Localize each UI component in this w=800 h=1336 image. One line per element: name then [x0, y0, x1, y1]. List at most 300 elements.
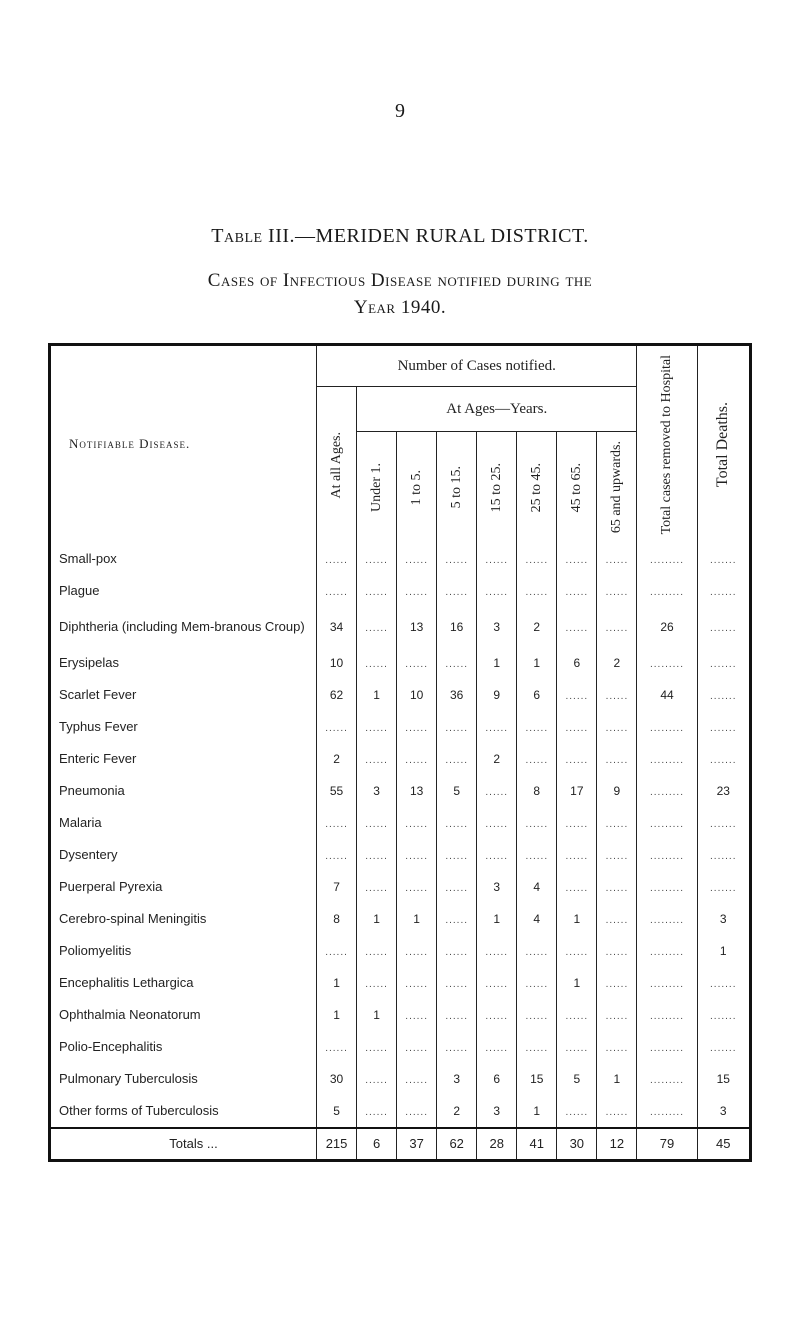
empty-leader: ......: [365, 586, 388, 598]
value-cell: [697, 575, 750, 607]
value-cell: 2: [317, 743, 357, 775]
value-cell: 1: [357, 679, 397, 711]
value-cell: [357, 543, 397, 575]
removed-header: Total cases removed to Hospital: [637, 345, 697, 543]
value-cell: [637, 743, 697, 775]
value-cell: [637, 967, 697, 999]
empty-leader: ......: [405, 554, 428, 566]
value-cell: 1: [357, 903, 397, 935]
empty-leader: ......: [405, 1010, 428, 1022]
value-cell: [397, 1063, 437, 1095]
empty-leader: ......: [405, 1106, 428, 1118]
empty-leader: ......: [445, 978, 469, 990]
empty-leader: ......: [445, 882, 469, 894]
empty-leader: ......: [485, 978, 509, 990]
empty-leader: .........: [649, 586, 684, 598]
value-cell: 2: [597, 647, 637, 679]
value-cell: [317, 839, 357, 871]
value-cell: [697, 743, 750, 775]
disease-name: Malaria: [50, 807, 317, 839]
table-row: [50, 679, 751, 711]
empty-leader: ......: [445, 818, 469, 830]
total-cell: 6: [357, 1128, 397, 1161]
value-cell: [517, 935, 557, 967]
empty-leader: ......: [565, 754, 589, 766]
value-cell: [317, 575, 357, 607]
value-cell: 1: [557, 903, 597, 935]
table-row: [50, 903, 751, 935]
empty-leader: ......: [605, 754, 629, 766]
table-subtitle: Cases of Infectious Disease notified during the: [207, 270, 593, 291]
empty-leader: ......: [485, 786, 509, 798]
empty-leader: .........: [649, 882, 684, 894]
table-row: [50, 543, 751, 575]
total-cell: 79: [637, 1128, 697, 1161]
empty-leader: ......: [405, 722, 428, 734]
total-cell: 12: [597, 1128, 637, 1161]
value-cell: [517, 967, 557, 999]
empty-leader: .......: [710, 690, 737, 702]
value-cell: 7: [317, 871, 357, 903]
value-cell: [697, 679, 750, 711]
empty-leader: ......: [365, 818, 388, 830]
empty-leader: ......: [485, 818, 509, 830]
empty-leader: ......: [325, 818, 348, 830]
at-ages-years-header: At Ages—Years.: [357, 387, 637, 432]
empty-leader: .......: [710, 1010, 737, 1022]
empty-leader: .......: [710, 586, 737, 598]
value-cell: [357, 807, 397, 839]
age-header-65-up: 65 and upwards.: [597, 432, 637, 543]
value-cell: [397, 935, 437, 967]
empty-leader: ......: [605, 946, 629, 958]
value-cell: [357, 647, 397, 679]
value-cell: 26: [637, 607, 697, 647]
value-cell: 3: [477, 1095, 517, 1128]
value-cell: [317, 935, 357, 967]
value-cell: 9: [477, 679, 517, 711]
value-cell: [637, 575, 697, 607]
value-cell: 10: [397, 679, 437, 711]
empty-leader: ......: [365, 554, 388, 566]
disease-name: Erysipelas: [50, 647, 317, 679]
age-header-under-1: Under 1.: [357, 432, 397, 543]
value-cell: [357, 711, 397, 743]
value-cell: [597, 1031, 637, 1063]
table-row: [50, 711, 751, 743]
empty-leader: ......: [365, 978, 388, 990]
empty-leader: ......: [605, 914, 629, 926]
value-cell: [397, 543, 437, 575]
empty-leader: .......: [710, 978, 737, 990]
value-cell: [597, 871, 637, 903]
value-cell: 1: [317, 967, 357, 999]
value-cell: [477, 967, 517, 999]
value-cell: [597, 967, 637, 999]
value-cell: 6: [477, 1063, 517, 1095]
empty-leader: ......: [605, 622, 629, 634]
empty-leader: .........: [649, 946, 684, 958]
value-cell: [517, 711, 557, 743]
value-cell: [557, 839, 597, 871]
value-cell: [637, 999, 697, 1031]
total-cell: 30: [557, 1128, 597, 1161]
value-cell: [637, 1095, 697, 1128]
value-cell: [317, 543, 357, 575]
value-cell: [557, 999, 597, 1031]
empty-leader: .......: [710, 722, 737, 734]
value-cell: [697, 607, 750, 647]
value-cell: 1: [357, 999, 397, 1031]
value-cell: 23: [697, 775, 750, 807]
value-cell: 4: [517, 871, 557, 903]
value-cell: [697, 711, 750, 743]
value-cell: 15: [517, 1063, 557, 1095]
value-cell: [637, 775, 697, 807]
empty-leader: .........: [649, 850, 684, 862]
empty-leader: ......: [405, 978, 428, 990]
value-cell: [477, 543, 517, 575]
empty-leader: ......: [325, 946, 348, 958]
empty-leader: ......: [405, 1074, 428, 1086]
value-cell: [397, 743, 437, 775]
empty-leader: ......: [525, 1010, 549, 1022]
table-row: [50, 1095, 751, 1128]
value-cell: 1: [697, 935, 750, 967]
value-cell: 8: [317, 903, 357, 935]
empty-leader: ......: [325, 586, 348, 598]
value-cell: [437, 903, 477, 935]
empty-leader: ......: [605, 882, 629, 894]
empty-leader: ......: [565, 586, 589, 598]
empty-leader: .........: [649, 722, 684, 734]
value-cell: [397, 999, 437, 1031]
empty-leader: ......: [525, 754, 549, 766]
disease-name: Small-pox: [50, 543, 317, 575]
disease-name: Ophthalmia Neonatorum: [50, 999, 317, 1031]
value-cell: [437, 839, 477, 871]
disease-name: Diphtheria (including Mem-branous Croup): [50, 607, 317, 647]
value-cell: [357, 1031, 397, 1063]
value-cell: 5: [317, 1095, 357, 1128]
value-cell: 5: [557, 1063, 597, 1095]
value-cell: [637, 1031, 697, 1063]
value-cell: [597, 935, 637, 967]
empty-leader: .........: [649, 1074, 684, 1086]
value-cell: [357, 575, 397, 607]
disease-name: Pneumonia: [50, 775, 317, 807]
value-cell: 6: [517, 679, 557, 711]
value-cell: 30: [317, 1063, 357, 1095]
empty-leader: ......: [565, 622, 589, 634]
empty-leader: ......: [445, 658, 469, 670]
disease-name: Puerperal Pyrexia: [50, 871, 317, 903]
empty-leader: ......: [525, 978, 549, 990]
value-cell: [597, 711, 637, 743]
empty-leader: ......: [365, 622, 388, 634]
disease-name: Polio-Encephalitis: [50, 1031, 317, 1063]
empty-leader: ......: [485, 1042, 509, 1054]
value-cell: [557, 1031, 597, 1063]
value-cell: [517, 1031, 557, 1063]
value-cell: 5: [437, 775, 477, 807]
value-cell: [697, 807, 750, 839]
value-cell: 10: [317, 647, 357, 679]
totals-label: Totals ...: [50, 1128, 317, 1161]
empty-leader: ......: [565, 1042, 589, 1054]
value-cell: [557, 871, 597, 903]
value-cell: [557, 575, 597, 607]
disease-name: Other forms of Tuberculosis: [50, 1095, 317, 1128]
value-cell: [557, 711, 597, 743]
value-cell: 1: [517, 1095, 557, 1128]
empty-leader: .......: [710, 882, 737, 894]
value-cell: [397, 839, 437, 871]
value-cell: [517, 575, 557, 607]
value-cell: [317, 807, 357, 839]
empty-leader: .........: [649, 1106, 684, 1118]
value-cell: [357, 1095, 397, 1128]
value-cell: 1: [317, 999, 357, 1031]
value-cell: 8: [517, 775, 557, 807]
value-cell: [317, 1031, 357, 1063]
value-cell: 17: [557, 775, 597, 807]
value-cell: [637, 711, 697, 743]
value-cell: [637, 935, 697, 967]
value-cell: [357, 871, 397, 903]
value-cell: 9: [597, 775, 637, 807]
empty-leader: ......: [405, 946, 428, 958]
value-cell: [437, 999, 477, 1031]
table-row: [50, 647, 751, 679]
value-cell: [477, 839, 517, 871]
empty-leader: ......: [565, 1106, 589, 1118]
empty-leader: ......: [405, 882, 428, 894]
value-cell: [477, 775, 517, 807]
disease-name: Plague: [50, 575, 317, 607]
value-cell: [397, 711, 437, 743]
empty-leader: ......: [445, 914, 469, 926]
value-cell: [637, 839, 697, 871]
empty-leader: .........: [649, 754, 684, 766]
empty-leader: ......: [365, 722, 388, 734]
empty-leader: ......: [365, 1106, 388, 1118]
table-row: [50, 1063, 751, 1095]
empty-leader: ......: [365, 882, 388, 894]
age-header-45-65: 45 to 65.: [557, 432, 597, 543]
value-cell: [437, 543, 477, 575]
value-cell: [397, 575, 437, 607]
value-cell: [697, 1031, 750, 1063]
value-cell: [557, 607, 597, 647]
empty-leader: ......: [405, 818, 428, 830]
value-cell: 2: [517, 607, 557, 647]
value-cell: [697, 967, 750, 999]
value-cell: 6: [557, 647, 597, 679]
empty-leader: ......: [405, 658, 428, 670]
total-cell: 41: [517, 1128, 557, 1161]
empty-leader: ......: [565, 690, 589, 702]
empty-leader: ......: [405, 586, 428, 598]
value-cell: [357, 743, 397, 775]
value-cell: [357, 967, 397, 999]
page-number: 9: [395, 100, 405, 122]
total-cell: 45: [697, 1128, 750, 1161]
value-cell: [637, 903, 697, 935]
value-cell: 13: [397, 775, 437, 807]
empty-leader: ......: [365, 1042, 388, 1054]
value-cell: [477, 711, 517, 743]
value-cell: [597, 807, 637, 839]
table-row: [50, 607, 751, 647]
value-cell: [437, 1031, 477, 1063]
empty-leader: ......: [325, 554, 348, 566]
empty-leader: ......: [525, 554, 549, 566]
empty-leader: ......: [485, 946, 509, 958]
empty-leader: ......: [325, 850, 348, 862]
empty-leader: .........: [649, 1010, 684, 1022]
value-cell: [437, 871, 477, 903]
empty-leader: ......: [445, 754, 469, 766]
empty-leader: .........: [649, 914, 684, 926]
value-cell: 1: [477, 903, 517, 935]
value-cell: 62: [317, 679, 357, 711]
empty-leader: ......: [365, 658, 388, 670]
empty-leader: ......: [565, 1010, 589, 1022]
empty-leader: ......: [485, 1010, 509, 1022]
value-cell: [697, 999, 750, 1031]
empty-leader: ......: [525, 946, 549, 958]
value-cell: [517, 807, 557, 839]
value-cell: [477, 575, 517, 607]
value-cell: 15: [697, 1063, 750, 1095]
value-cell: [597, 575, 637, 607]
table-row: [50, 967, 751, 999]
disease-name: Scarlet Fever: [50, 679, 317, 711]
value-cell: 13: [397, 607, 437, 647]
empty-leader: ......: [525, 722, 549, 734]
empty-leader: ......: [605, 1010, 629, 1022]
value-cell: [597, 1095, 637, 1128]
value-cell: 2: [437, 1095, 477, 1128]
value-cell: [437, 575, 477, 607]
empty-leader: .......: [710, 818, 737, 830]
value-cell: [397, 1095, 437, 1128]
empty-leader: .........: [649, 658, 684, 670]
disease-name: Encephalitis Lethargica: [50, 967, 317, 999]
empty-leader: ......: [605, 722, 629, 734]
empty-leader: .........: [649, 554, 684, 566]
value-cell: [437, 711, 477, 743]
value-cell: 3: [357, 775, 397, 807]
empty-leader: ......: [565, 850, 589, 862]
empty-leader: ......: [605, 818, 629, 830]
empty-leader: ......: [605, 554, 629, 566]
value-cell: [397, 1031, 437, 1063]
value-cell: 3: [697, 903, 750, 935]
total-cell: 28: [477, 1128, 517, 1161]
empty-leader: ......: [565, 722, 589, 734]
value-cell: [697, 839, 750, 871]
empty-leader: .......: [710, 754, 737, 766]
empty-leader: ......: [605, 1042, 629, 1054]
empty-leader: .........: [649, 786, 684, 798]
value-cell: [597, 743, 637, 775]
empty-leader: ......: [405, 850, 428, 862]
value-cell: 34: [317, 607, 357, 647]
value-cell: [637, 871, 697, 903]
value-cell: [477, 1031, 517, 1063]
value-cell: [397, 871, 437, 903]
disease-name: Enteric Fever: [50, 743, 317, 775]
value-cell: [557, 743, 597, 775]
value-cell: [437, 935, 477, 967]
empty-leader: ......: [445, 1010, 469, 1022]
empty-leader: ......: [605, 1106, 629, 1118]
age-header-1-5: 1 to 5.: [397, 432, 437, 543]
value-cell: [397, 807, 437, 839]
value-cell: [437, 967, 477, 999]
disease-name: Typhus Fever: [50, 711, 317, 743]
empty-leader: ......: [525, 818, 549, 830]
table-title: Table III.—MERIDEN RURAL DISTRICT.: [211, 225, 589, 247]
empty-leader: .......: [710, 1042, 737, 1054]
value-cell: 3: [697, 1095, 750, 1128]
disease-name: Cerebro-spinal Meningitis: [50, 903, 317, 935]
table-row: [50, 575, 751, 607]
empty-leader: ......: [605, 586, 629, 598]
value-cell: [477, 807, 517, 839]
table-row: [50, 807, 751, 839]
value-cell: [477, 935, 517, 967]
empty-leader: ......: [405, 1042, 428, 1054]
empty-leader: .........: [649, 978, 684, 990]
value-cell: [597, 839, 637, 871]
empty-leader: .......: [710, 850, 737, 862]
value-cell: [557, 1095, 597, 1128]
value-cell: [697, 647, 750, 679]
value-cell: 44: [637, 679, 697, 711]
value-cell: [597, 679, 637, 711]
value-cell: [397, 647, 437, 679]
empty-leader: ......: [365, 946, 388, 958]
empty-leader: ......: [325, 722, 348, 734]
value-cell: [357, 839, 397, 871]
empty-leader: ......: [485, 586, 509, 598]
empty-leader: .........: [649, 818, 684, 830]
empty-leader: ......: [485, 554, 509, 566]
value-cell: [597, 999, 637, 1031]
empty-leader: ......: [525, 850, 549, 862]
value-cell: 1: [597, 1063, 637, 1095]
value-cell: [557, 807, 597, 839]
value-cell: [637, 543, 697, 575]
empty-leader: ......: [365, 754, 388, 766]
empty-leader: ......: [605, 850, 629, 862]
empty-leader: .......: [710, 554, 737, 566]
value-cell: [557, 679, 597, 711]
value-cell: [517, 743, 557, 775]
total-cell: 62: [437, 1128, 477, 1161]
table-row: [50, 775, 751, 807]
table-row: [50, 999, 751, 1031]
table-row: [50, 871, 751, 903]
value-cell: [357, 935, 397, 967]
disease-table: [48, 343, 752, 1162]
empty-leader: ......: [485, 850, 509, 862]
value-cell: [357, 1063, 397, 1095]
empty-leader: ......: [605, 690, 629, 702]
